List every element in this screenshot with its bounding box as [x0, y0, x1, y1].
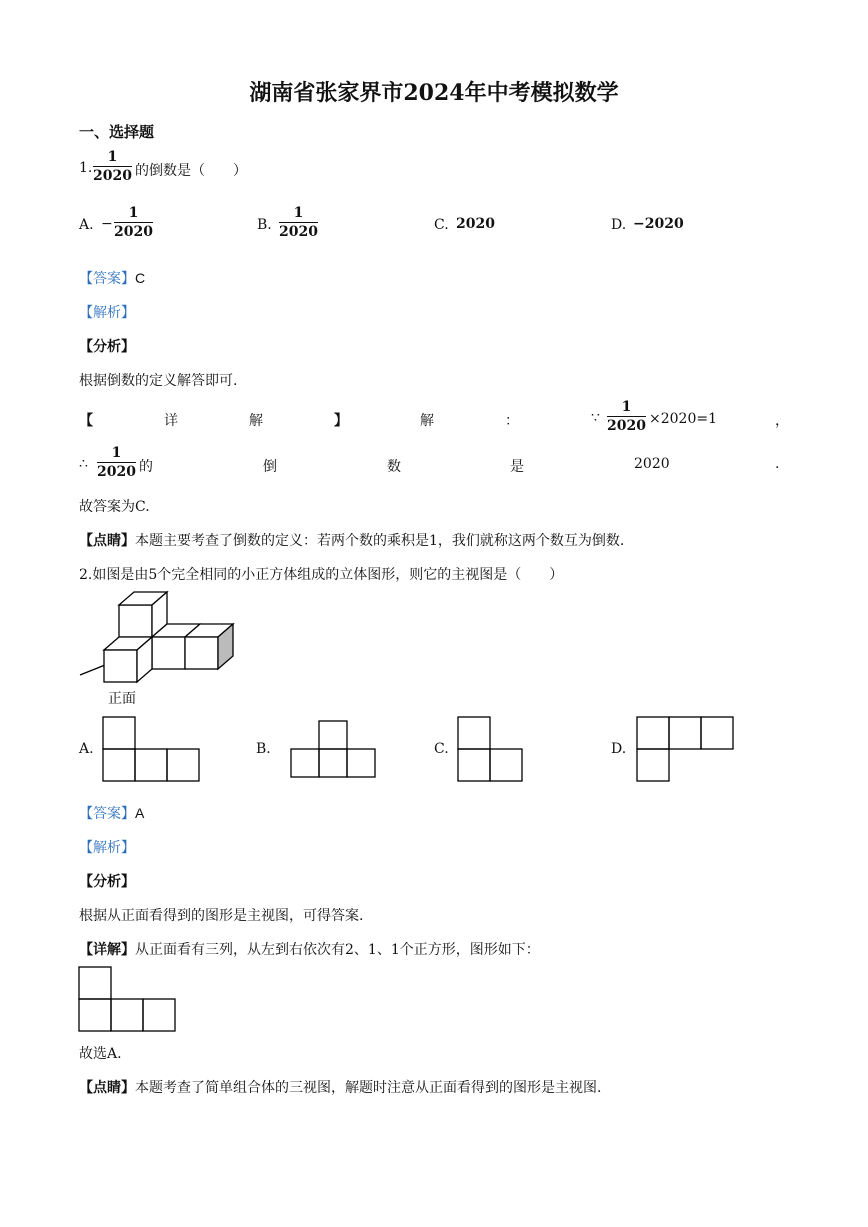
- q2-detail: [79, 939, 540, 959]
- q2-detail-tag: 【详解】: [79, 942, 135, 958]
- q2-solution-figure: [78, 966, 180, 1032]
- q1-answer-tag: 【答案】: [79, 271, 135, 287]
- q2-analysis-tag: 【解析】: [79, 840, 135, 856]
- q2-dianjing-tag: 【点睛】: [79, 1080, 135, 1096]
- q2-conclusion: 故选A.: [79, 1046, 122, 1062]
- q1-option-c-label: C.: [434, 217, 449, 233]
- q2-answer-line: [79, 803, 144, 823]
- q1-option-d-value: −2020: [633, 216, 684, 232]
- q2-answer-tag: 【答案】: [79, 806, 135, 822]
- q2-option-b-label: B.: [256, 741, 271, 757]
- q1-therefore-shi: 是: [510, 459, 524, 475]
- q1-number: 1.: [79, 160, 93, 176]
- q1-option-c-value: 2020: [456, 216, 495, 232]
- q2-stem: 2.如图是由5个完全相同的小正方体组成的立体图形，则它的主视图是（ ）: [79, 567, 564, 583]
- q1-therefore-dao: 倒: [263, 459, 277, 475]
- q2-option-b-figure: [290, 720, 378, 780]
- q2-option-d-label: D.: [611, 741, 627, 757]
- q2-option-c-label: C.: [434, 741, 449, 757]
- q1-dianjing-text: 本题主要考查了倒数的定义：若两个数的乘积是1，我们就称这两个数互为倒数.: [135, 533, 625, 549]
- q1-detail-word-2: 解: [249, 413, 263, 429]
- q1-conclusion: 故答案为C.: [79, 499, 150, 515]
- q2-detail-text: 从正面看有三列，从左到右依次有2、1、1个正方形，图形如下：: [135, 942, 540, 958]
- q1-fenxi-tag: 【分析】: [79, 339, 135, 355]
- q2-answer: A: [135, 805, 145, 821]
- q1-analysis-tag: 【解析】: [79, 305, 135, 321]
- q1-detail-bracket-close: 】: [334, 413, 348, 429]
- q1-detail-comma: ，: [775, 413, 789, 429]
- q2-dianjing-text: 本题考查了简单组合体的三视图，解题时注意从正面看得到的图形是主视图.: [135, 1080, 602, 1096]
- q1-therefore-denominator: 2020: [97, 464, 136, 480]
- q1-option-b-label: B.: [257, 217, 272, 233]
- q1-fenxi-text: 根据倒数的定义解答即可.: [79, 373, 238, 389]
- q1-therefore-period: .: [775, 456, 780, 472]
- q1-detail-word-1: 详: [164, 413, 178, 429]
- q2-fenxi-text: 根据从正面看得到的图形是主视图，可得答案.: [79, 908, 364, 924]
- page-title: 湖南省张家界市2024年中考模拟数学: [249, 80, 619, 106]
- q1-therefore-numerator: 1: [111, 445, 122, 461]
- q2-fenxi-tag: 【分析】: [79, 874, 135, 890]
- q1-dianjing-tag: 【点睛】: [79, 533, 135, 549]
- q1-option-a-sign: −: [101, 216, 113, 232]
- q1-answer: C: [135, 270, 146, 286]
- q2-front-label: 正面: [108, 691, 136, 707]
- q1-option-a-numerator: 1: [128, 205, 139, 221]
- q1-option-d-label: D.: [611, 217, 627, 233]
- q2-dianjing: [79, 1077, 601, 1097]
- q1-fraction-numerator: 1: [107, 149, 118, 165]
- q1-option-b-denominator: 2020: [279, 224, 318, 240]
- q1-detail-numerator: 1: [621, 399, 632, 415]
- q1-detail-jie: 解: [420, 413, 434, 429]
- q1-option-a-label: A.: [79, 217, 94, 233]
- q2-option-d-figure: [636, 716, 736, 782]
- q1-option-b-numerator: 1: [293, 205, 304, 221]
- section-heading: 一、选择题: [79, 123, 155, 141]
- q1-fraction-denominator: 2020: [93, 168, 132, 184]
- q1-detail-because: ∵: [591, 410, 600, 426]
- q1-therefore-shu: 数: [387, 459, 401, 475]
- q1-stem: 的倒数是（ ）: [135, 163, 247, 179]
- q1-therefore-de: 的: [139, 459, 153, 475]
- q2-option-a-figure: [102, 716, 202, 782]
- q1-option-a-denominator: 2020: [114, 224, 153, 240]
- q1-therefore: ∴: [79, 456, 88, 472]
- q1-detail-colon: ：: [505, 413, 519, 429]
- q1-detail-product: ×2020=1: [649, 411, 717, 427]
- q1-therefore-value: 2020: [634, 456, 670, 472]
- q1-detail-bracket-open: 【: [79, 413, 93, 429]
- q2-option-a-label: A.: [79, 741, 94, 757]
- q2-option-c-figure: [457, 716, 525, 782]
- q1-detail-denominator: 2020: [607, 418, 646, 434]
